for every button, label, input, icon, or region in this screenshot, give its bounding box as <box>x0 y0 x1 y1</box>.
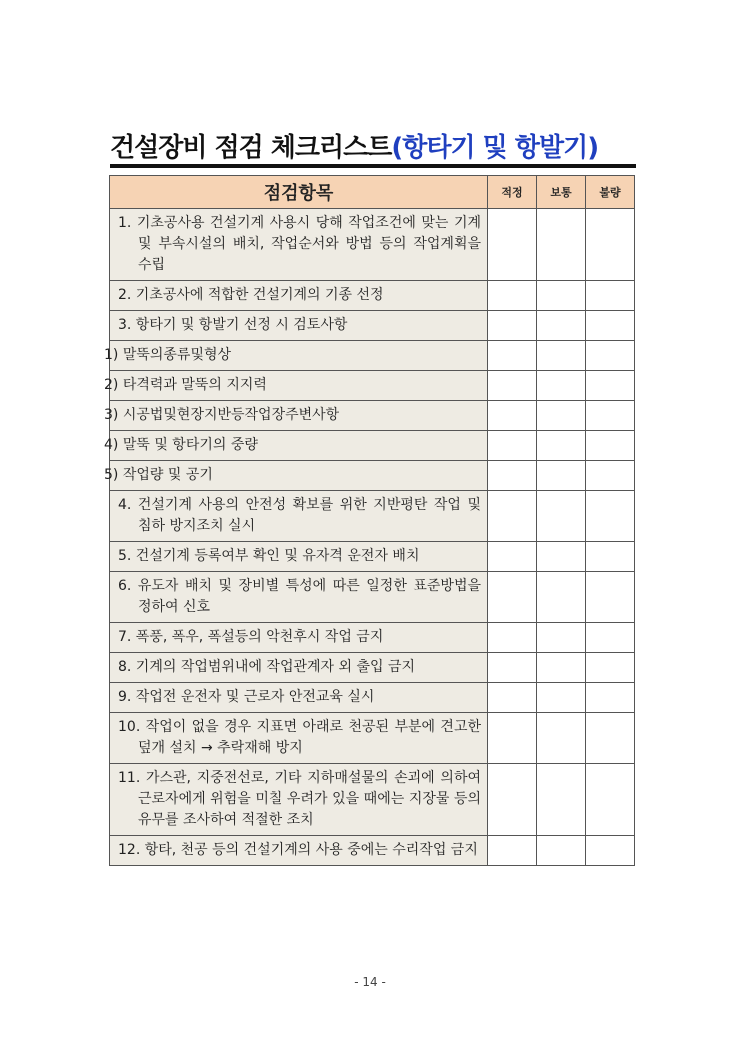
check-box-poor[interactable] <box>586 311 635 341</box>
check-box-adequate[interactable] <box>488 281 537 311</box>
table-row <box>110 209 635 281</box>
item-text: 9. 작업전 운전자 및 근로자 안전교육 실시 <box>118 689 375 705</box>
table-row <box>110 491 635 542</box>
check-box-normal[interactable] <box>537 836 586 866</box>
item-text: 10. 작업이 없을 경우 지표면 아래로 천공된 부분에 견고한 덮개 설치 → 추락재해 방지 <box>118 719 481 756</box>
header-poor: 불량 <box>586 176 635 209</box>
page-title <box>110 127 640 164</box>
header-adequate: 적정 <box>488 176 537 209</box>
check-box-normal[interactable] <box>537 209 586 281</box>
check-box-poor[interactable] <box>586 461 635 491</box>
table-row <box>110 341 635 371</box>
check-box-normal[interactable] <box>537 683 586 713</box>
check-box-poor[interactable] <box>586 542 635 572</box>
check-box-poor[interactable] <box>586 653 635 683</box>
table-row <box>110 371 635 401</box>
item-text: 11. 가스관, 지중전선로, 기타 지하매설물의 손괴에 의하여 근로자에게 위험을 미칠 우려가 있을 때에는 지장물 등의 유무를 조사하여 적절한 조치 <box>118 770 481 828</box>
check-box-normal[interactable] <box>537 572 586 623</box>
table-row <box>110 572 635 623</box>
item-text: 2) 타격력과 말뚝의 지지력 <box>104 377 267 393</box>
check-box-normal[interactable] <box>537 542 586 572</box>
check-box-adequate[interactable] <box>488 209 537 281</box>
check-box-poor[interactable] <box>586 713 635 764</box>
item-text: 6. 유도자 배치 및 장비별 특성에 따른 일정한 표준방법을 정하여 신호 <box>118 578 481 615</box>
check-box-normal[interactable] <box>537 401 586 431</box>
check-box-adequate[interactable] <box>488 764 537 836</box>
table-row <box>110 653 635 683</box>
page-number: - 14 - <box>354 975 386 989</box>
check-box-adequate[interactable] <box>488 311 537 341</box>
check-box-poor[interactable] <box>586 764 635 836</box>
header-normal: 보통 <box>537 176 586 209</box>
check-box-poor[interactable] <box>586 341 635 371</box>
item-text: 5) 작업량 및 공기 <box>104 467 213 483</box>
item-text: 1. 기초공사용 건설기계 사용시 당해 작업조건에 맞는 기계 및 부속시설의 배치, 작업순서와 방법 등의 작업계획을 수립 <box>118 215 481 273</box>
check-box-normal[interactable] <box>537 764 586 836</box>
check-box-normal[interactable] <box>537 653 586 683</box>
check-box-poor[interactable] <box>586 209 635 281</box>
check-box-poor[interactable] <box>586 371 635 401</box>
table-header-row <box>110 176 635 209</box>
item-text: 4) 말뚝 및 항타기의 중량 <box>104 437 258 453</box>
checklist-table <box>104 175 635 866</box>
item-text: 8. 기계의 작업범위내에 작업관계자 외 출입 금지 <box>118 659 416 675</box>
title-main: 건설장비 점검 체크리스트 <box>110 133 392 163</box>
item-text: 2. 기초공사에 적합한 건설기계의 기종 선정 <box>118 287 384 303</box>
item-text: 5. 건설기계 등록여부 확인 및 유자격 운전자 배치 <box>118 548 420 564</box>
check-box-adequate[interactable] <box>488 542 537 572</box>
check-box-normal[interactable] <box>537 281 586 311</box>
check-box-adequate[interactable] <box>488 572 537 623</box>
check-box-poor[interactable] <box>586 431 635 461</box>
check-box-normal[interactable] <box>537 431 586 461</box>
title-underline <box>110 164 636 168</box>
check-box-poor[interactable] <box>586 623 635 653</box>
check-box-adequate[interactable] <box>488 836 537 866</box>
table-row <box>110 764 635 836</box>
check-box-poor[interactable] <box>586 683 635 713</box>
item-text: 1) 말뚝의종류및형상 <box>104 347 232 363</box>
check-box-adequate[interactable] <box>488 683 537 713</box>
check-box-adequate[interactable] <box>488 461 537 491</box>
table-row <box>110 281 635 311</box>
title-sub: (항타기 및 항발기) <box>391 133 599 163</box>
check-box-normal[interactable] <box>537 491 586 542</box>
check-box-normal[interactable] <box>537 623 586 653</box>
table-row <box>110 713 635 764</box>
check-box-adequate[interactable] <box>488 713 537 764</box>
check-box-poor[interactable] <box>586 281 635 311</box>
check-box-adequate[interactable] <box>488 341 537 371</box>
header-item: 점검항목 <box>110 176 488 209</box>
table-row <box>110 431 635 461</box>
item-text: 4. 건설기계 사용의 안전성 확보를 위한 지반평탄 작업 및 침하 방지조치 실시 <box>118 497 481 534</box>
check-box-normal[interactable] <box>537 311 586 341</box>
table-row <box>110 683 635 713</box>
check-box-normal[interactable] <box>537 461 586 491</box>
table-row <box>110 401 635 431</box>
item-text: 3) 시공법및현장지반등작업장주변사항 <box>104 407 340 423</box>
check-box-poor[interactable] <box>586 491 635 542</box>
check-box-poor[interactable] <box>586 401 635 431</box>
table-row <box>110 311 635 341</box>
check-box-adequate[interactable] <box>488 371 537 401</box>
check-box-adequate[interactable] <box>488 623 537 653</box>
item-text: 7. 폭풍, 폭우, 폭설등의 악천후시 작업 금지 <box>118 629 384 645</box>
item-text: 12. 항타, 천공 등의 건설기계의 사용 중에는 수리작업 금지 <box>118 842 478 858</box>
table-row <box>110 461 635 491</box>
check-box-adequate[interactable] <box>488 401 537 431</box>
check-box-poor[interactable] <box>586 836 635 866</box>
check-box-adequate[interactable] <box>488 491 537 542</box>
check-box-poor[interactable] <box>586 572 635 623</box>
table-row <box>110 542 635 572</box>
table-row <box>110 836 635 866</box>
check-box-adequate[interactable] <box>488 653 537 683</box>
check-box-normal[interactable] <box>537 341 586 371</box>
check-box-normal[interactable] <box>537 713 586 764</box>
table-row <box>110 623 635 653</box>
check-box-adequate[interactable] <box>488 431 537 461</box>
check-box-normal[interactable] <box>537 371 586 401</box>
item-text: 3. 항타기 및 항발기 선정 시 검토사항 <box>118 317 348 333</box>
